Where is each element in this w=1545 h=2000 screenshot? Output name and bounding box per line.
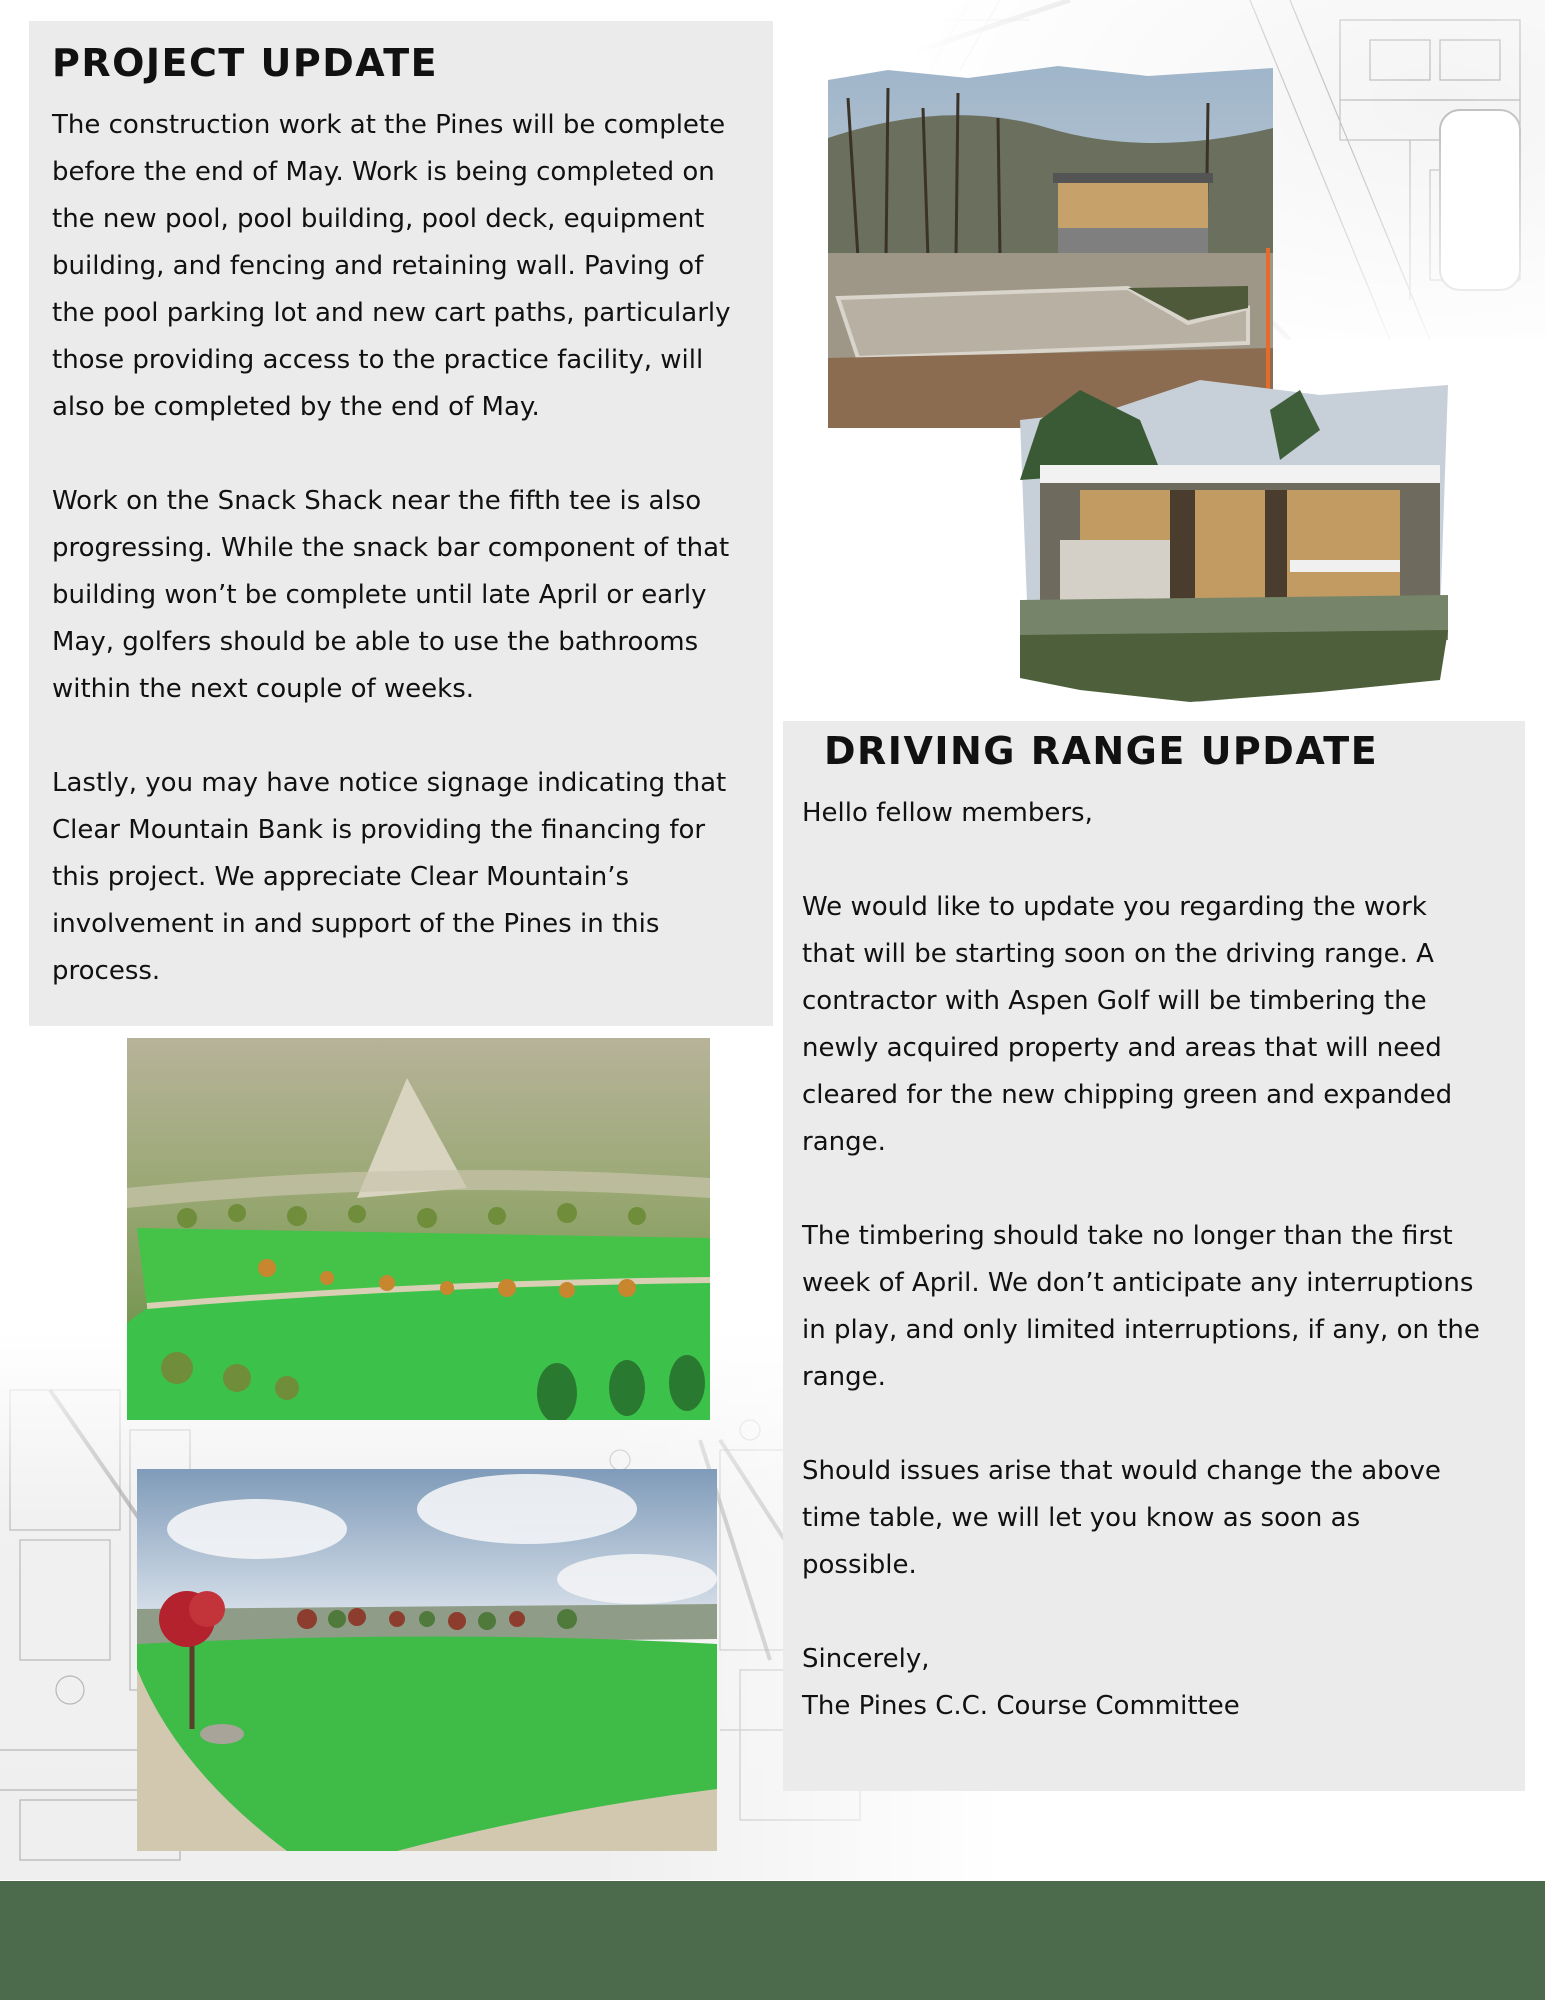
driving-range-paragraph: The timbering should take no longer than the first week of April. We don’t anticipate any interruptions in play, and only limited interruptions, if any, on the range.: [802, 1221, 1480, 1393]
closing-text: Sincerely,: [802, 1644, 930, 1675]
aerial-course-rendering: [127, 1038, 710, 1420]
driving-range-update-heading: DRIVING RANGE UPDATE: [824, 729, 1379, 773]
snack-shack-photo: [1020, 380, 1448, 702]
project-update-heading: PROJECT UPDATE: [52, 41, 439, 85]
project-update-panel: [29, 21, 773, 1026]
driving-range-paragraph: We would like to update you regarding the work that will be starting soon on the driving range. A contractor with Aspen Golf will be timbering the newly acquired property and areas that will need cleared for the new chipping green and expanded range.: [802, 892, 1453, 1158]
pool-construction-photo: [828, 58, 1273, 428]
project-update-paragraph: Work on the Snack Shack near the fifth tee is also progressing. While the snack bar component of that building won’t be complete until late April or early May, golfers should be able to use the bathrooms within the next couple of weeks.: [52, 486, 730, 705]
signature-text: The Pines C.C. Course Committee: [802, 1691, 1240, 1722]
driving-range-paragraph: Should issues arise that would change the above time table, we will let you know as soon as possible.: [802, 1456, 1441, 1581]
project-update-paragraph: Lastly, you may have notice signage indicating that Clear Mountain Bank is providing the financing for this project. We appreciate Clear Mountain’s involvement in and support of the Pines in this process.: [52, 768, 727, 987]
footer-band: [0, 1881, 1545, 2000]
chipping-green-rendering: [137, 1469, 717, 1851]
greeting-text: Hello fellow members,: [802, 798, 1093, 829]
project-update-paragraph: The construction work at the Pines will be complete before the end of May. Work is being completed on the new pool, pool building, pool deck, equipment building, and fencing and retaining wall. Paving of the pool parking lot and new cart paths, particularly those providing access to the practice facility, will also be completed by the end of May.: [52, 110, 731, 423]
driving-range-update-panel: [783, 721, 1525, 1791]
